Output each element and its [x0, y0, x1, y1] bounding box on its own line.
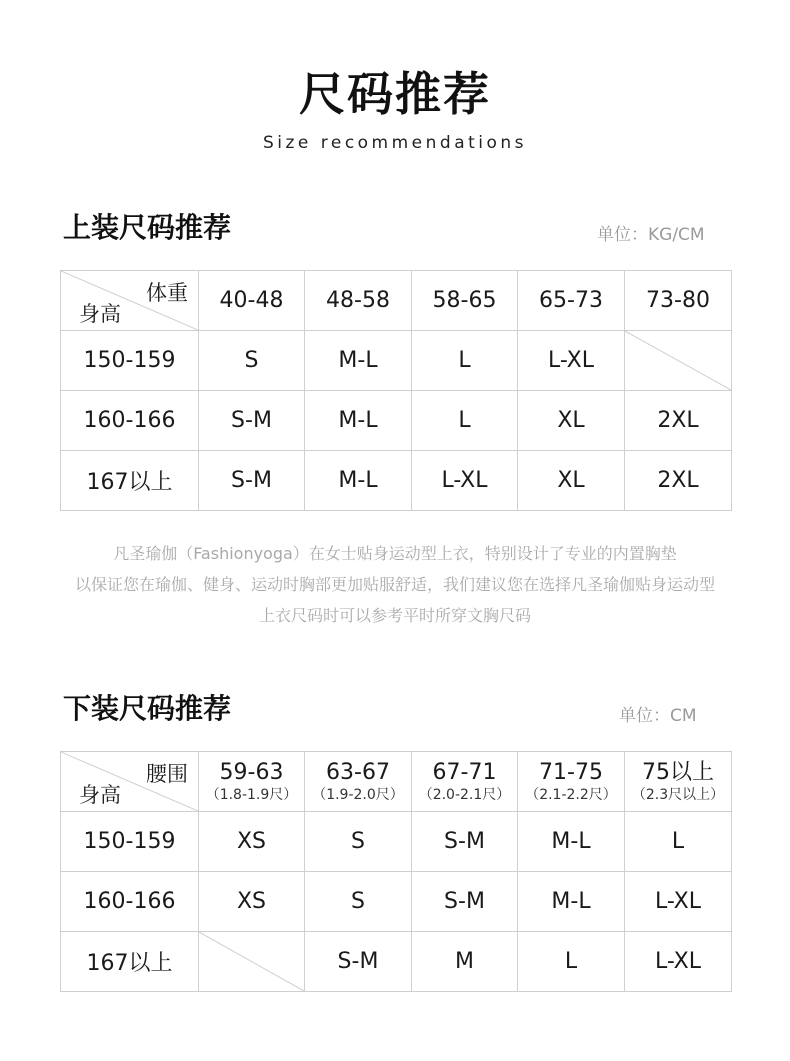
size-cell: S-M: [199, 391, 305, 451]
column-header: 48-58: [305, 271, 412, 331]
size-cell: 2XL: [625, 451, 732, 511]
column-header: [199, 752, 305, 812]
size-cell: M-L: [305, 451, 412, 511]
size-cell: S-M: [412, 812, 518, 872]
note-line: 以保证您在瑜伽、健身、运动时胸部更加贴服舒适，我们建议您在选择凡圣瑜伽贴身运动型: [74, 575, 715, 594]
column-header: [412, 752, 518, 812]
column-header: [305, 752, 412, 812]
bottoms-corner-cell: [61, 752, 199, 812]
size-cell: L-XL: [412, 451, 518, 511]
column-header: [625, 752, 732, 812]
page-title: 尺码推荐: [299, 67, 491, 121]
size-cell: M-L: [518, 812, 625, 872]
size-cell: XL: [518, 391, 625, 451]
empty-size-cell: [199, 932, 305, 992]
size-cell: L: [412, 331, 518, 391]
size-cell: XS: [199, 812, 305, 872]
waist-range-chi: （1.9-2.0尺）: [312, 786, 404, 803]
tops-section-title: 上装尺码推荐: [63, 211, 232, 244]
table-row: [61, 812, 732, 872]
row-header: 167以上: [61, 932, 199, 992]
fit-note: [20, 538, 770, 631]
table-row: [61, 872, 732, 932]
note-line: 上衣尺码时可以参考平时所穿文胸尺码: [258, 606, 531, 625]
column-header: 58-65: [412, 271, 518, 331]
height-axis-label: 身高: [79, 302, 121, 326]
table-row: [61, 331, 732, 391]
row-header: 160-166: [61, 872, 199, 932]
size-cell: S-M: [305, 932, 412, 992]
waist-range-chi: （1.8-1.9尺）: [205, 786, 298, 803]
column-header: 65-73: [518, 271, 625, 331]
diagonal-divider: [199, 932, 304, 991]
page-subtitle: Size recommendations: [262, 133, 528, 153]
size-cell: L: [625, 812, 732, 872]
column-header: [518, 752, 625, 812]
size-cell: 2XL: [625, 391, 732, 451]
waist-axis-label: 腰围: [146, 762, 188, 786]
waist-range: 59-63: [219, 759, 284, 785]
size-cell: L-XL: [518, 331, 625, 391]
bottoms-section-title: 下装尺码推荐: [63, 692, 232, 725]
size-cell: M-L: [305, 331, 412, 391]
size-cell: XL: [518, 451, 625, 511]
size-cell: L: [412, 391, 518, 451]
empty-size-cell: [625, 331, 732, 391]
size-cell: M-L: [518, 872, 625, 932]
size-cell: S: [305, 872, 412, 932]
tops-size-table: [60, 270, 732, 511]
size-cell: S-M: [412, 872, 518, 932]
waist-range: 71-75: [539, 759, 603, 785]
bottoms-size-table: [60, 751, 732, 992]
height-axis-label: 身高: [79, 783, 121, 807]
size-cell: S-M: [199, 451, 305, 511]
row-header: 150-159: [61, 331, 199, 391]
table-row: [61, 391, 732, 451]
size-cell: XS: [199, 872, 305, 932]
table-row: [61, 932, 732, 992]
weight-axis-label: 体重: [146, 281, 188, 305]
waist-range-chi: （2.1-2.2尺）: [525, 786, 617, 803]
waist-range: 67-71: [432, 759, 497, 785]
waist-range-chi: （2.0-2.1尺）: [418, 786, 511, 803]
bottoms-unit-label: 单位：CM: [619, 706, 697, 726]
size-cell: L-XL: [625, 932, 732, 992]
size-cell: M: [412, 932, 518, 992]
row-header: 150-159: [61, 812, 199, 872]
waist-range: 75以上: [642, 759, 714, 785]
column-header: 73-80: [625, 271, 732, 331]
waist-range: 63-67: [326, 759, 390, 785]
size-cell: L: [518, 932, 625, 992]
size-cell: L-XL: [625, 872, 732, 932]
table-row: [61, 451, 732, 511]
column-header: 40-48: [199, 271, 305, 331]
table-header-row: [61, 271, 732, 331]
row-header: 167以上: [61, 451, 199, 511]
tops-corner-cell: [61, 271, 199, 331]
size-cell: M-L: [305, 391, 412, 451]
note-line: 凡圣瑜伽（Fashionyoga）在女士贴身运动型上衣，特别设计了专业的内置胸垫: [113, 544, 677, 563]
tops-unit-label: 单位：KG/CM: [597, 225, 705, 245]
table-header-row: [61, 752, 732, 812]
diagonal-divider: [625, 331, 731, 390]
size-cell: S: [199, 331, 305, 391]
size-cell: S: [305, 812, 412, 872]
row-header: 160-166: [61, 391, 199, 451]
waist-range-chi: （2.3尺以上）: [631, 786, 725, 803]
